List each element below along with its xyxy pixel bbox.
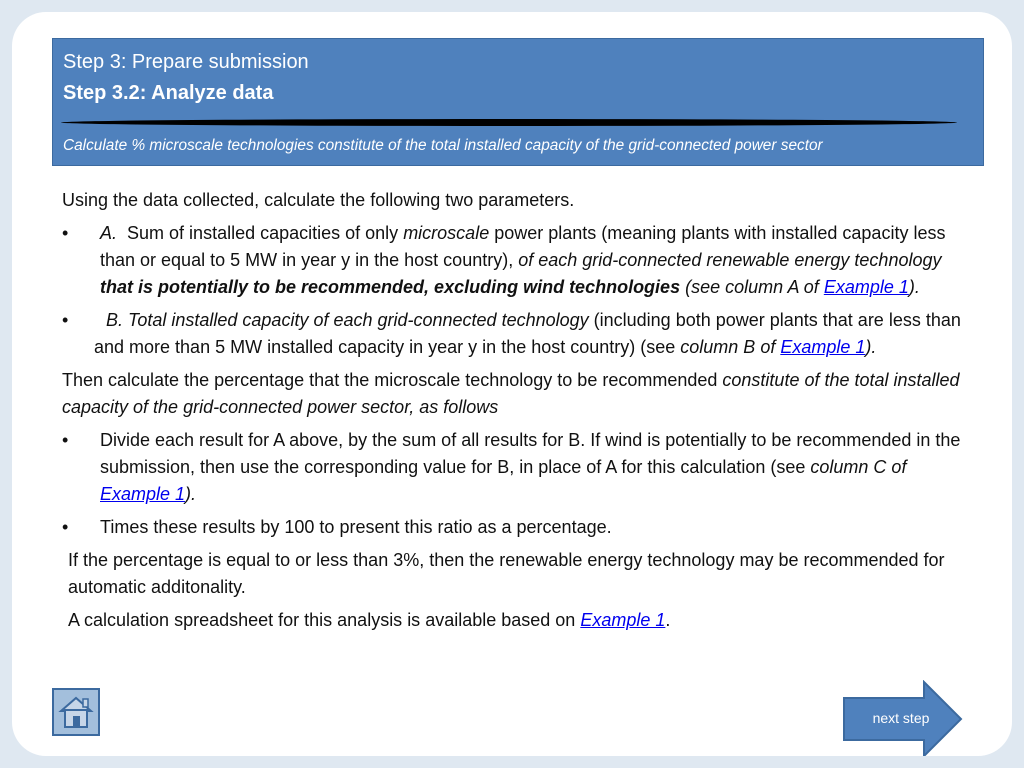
bullet-b (62, 307, 974, 361)
spreadsheet-text2: . (665, 610, 671, 630)
intro-text: Using the data collected, calculate the following two parameters. (62, 190, 575, 210)
bullet-a-marker: A. (100, 223, 118, 243)
then-text2: constitute of the total installed capacity of the grid-connected power sector, as follows (62, 370, 960, 417)
spreadsheet-text1: A calculation spreadsheet for this analysis is available based on (68, 610, 581, 630)
then-paragraph (62, 367, 974, 421)
slide (12, 12, 1012, 756)
bullet-c-text1: Divide each result for A above, by the sum of all results for B. If wind is potentially to be recommended in the submission, then use the corresponding value for B, in place of A for this calculation (see (100, 430, 961, 477)
bullet-b-text4: ). (865, 337, 877, 357)
example-1-link-d[interactable]: Example 1 (580, 610, 666, 630)
bullet-a-text4: of each grid-connected renewable energy technology (518, 250, 942, 270)
next-step-button[interactable] (840, 680, 964, 756)
bullet-c (62, 427, 974, 508)
bullet-marker: • (62, 223, 69, 243)
bullet-a (62, 220, 974, 301)
example-1-link-a[interactable]: Example 1 (823, 277, 909, 297)
bullet-a-text6: (see column A of (680, 277, 824, 297)
header-divider (61, 119, 957, 126)
example-1-link-b[interactable]: Example 1 (780, 337, 866, 357)
example-1-link-c[interactable]: Example 1 (100, 484, 186, 504)
then-text1: Then calculate the percentage that the microscale technology to be recommended (62, 370, 723, 390)
bullet-b-text3: column B of (680, 337, 781, 357)
home-icon (57, 693, 95, 731)
bullet-marker: • (62, 310, 69, 330)
bullet-a-text3: power plants (meaning plants with installed capacity less than or equal to 5 MW in year y in the host country), (100, 223, 946, 270)
bullet-a-emphasis: that is potentially to be recommended, excluding wind technologies (100, 277, 681, 297)
bullet-marker: • (62, 517, 69, 537)
slide-header (52, 38, 984, 166)
bullet-a-microscale: microscale (403, 223, 490, 243)
bullet-c-text2: column C of (810, 457, 907, 477)
header-subtitle: Calculate % microscale technologies constitute of the total installed capacity of the grid-connected power sector (63, 137, 823, 154)
home-button[interactable] (52, 688, 100, 736)
bullet-marker: • (62, 430, 69, 450)
next-step-label: next step (872, 710, 930, 726)
bullet-a-text1: Sum of installed capacities of only (127, 223, 404, 243)
bullet-d-text: Times these results by 100 to present this ratio as a percentage. (100, 517, 612, 537)
spreadsheet-paragraph (62, 607, 974, 634)
slide-content (62, 187, 974, 640)
substep-title: Step 3.2: Analyze data (63, 82, 274, 104)
bullet-a-text7: ). (908, 277, 920, 297)
threshold-text: If the percentage is equal to or less than 3%, then the renewable energy technology may be recommended for automatic additonality. (68, 550, 945, 597)
bullet-b-text1: B. Total installed capacity of each grid-connected technology (106, 310, 589, 330)
bullet-c-text3: ). (185, 484, 197, 504)
bullet-b-text2: (including both power plants that are less than and more than 5 MW installed capacity in year y in the host country) (see (94, 310, 961, 357)
bullet-d (62, 514, 974, 541)
step-title: Step 3: Prepare submission (63, 51, 309, 73)
